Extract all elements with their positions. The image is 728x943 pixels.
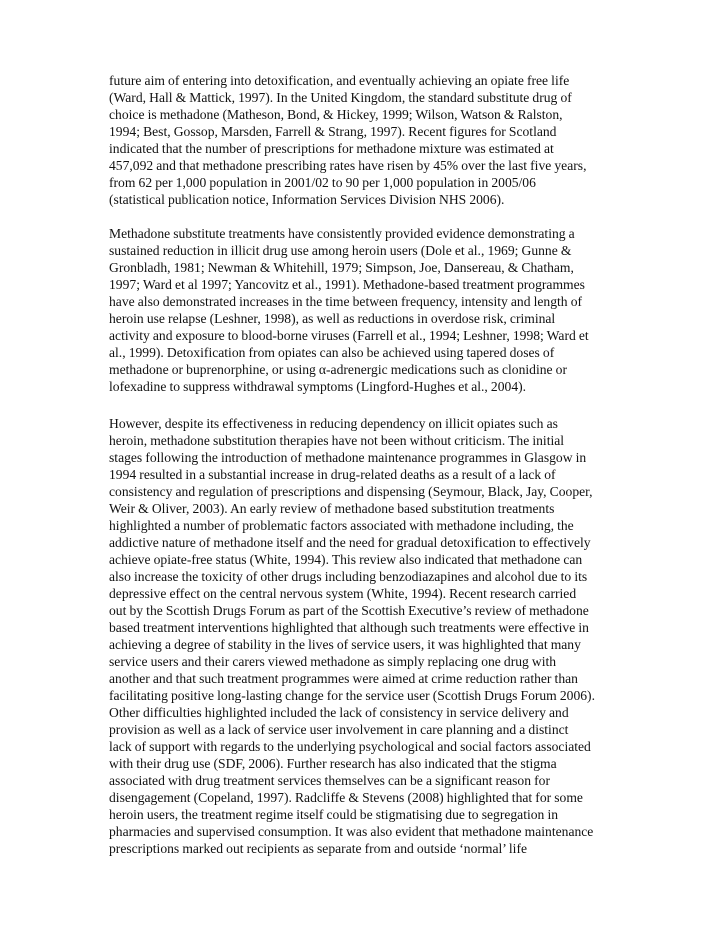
text-line: Gronbladh, 1981; Newman & Whitehill, 1979; Simpson, Joe, Dansereau, & Chatham, — [109, 260, 574, 275]
text-line: (statistical publication notice, Information Services Division NHS 2006). — [109, 192, 505, 207]
text-line: Other difficulties highlighted included the lack of consistency in service delivery and — [109, 705, 569, 720]
text-line: future aim of entering into detoxification, and eventually achieving an opiate free life — [109, 73, 570, 88]
text-line: 1994; Best, Gossop, Marsden, Farrell & Strang, 1997). Recent figures for Scotland — [109, 124, 557, 139]
paragraph-methadone-substitute-drug — [109, 72, 629, 208]
text-line: 457,092 and that methadone prescribing rates have risen by 45% over the last five years, — [109, 158, 587, 173]
text-line: highlighted a number of problematic factors associated with methadone including, the — [109, 518, 574, 533]
text-line: also increase the toxicity of other drugs including benzodiazapines and alcohol due to its — [109, 569, 588, 584]
text-line: disengagement (Copeland, 1997). Radcliffe & Stevens (2008) highlighted that for some — [109, 790, 583, 805]
text-line: 1994 resulted in a substantial increase in drug-related deaths as a result of a lack of — [109, 467, 556, 482]
paragraph-methadone-criticism — [109, 415, 629, 857]
text-line: However, despite its effectiveness in reducing dependency on illicit opiates such as — [109, 416, 558, 431]
text-line: Methadone substitute treatments have consistently provided evidence demonstrating a — [109, 226, 575, 241]
text-line: addictive nature of methadone itself and the need for gradual detoxification to effectively — [109, 535, 591, 550]
text-line: heroin use relapse (Leshner, 1998), as well as reductions in overdose risk, criminal — [109, 311, 556, 326]
text-line: service users and their carers viewed methadone as simply replacing one drug with — [109, 654, 557, 669]
text-line: choice is methadone (Matheson, Bond, & Hickey, 1999; Wilson, Watson & Ralston, — [109, 107, 563, 122]
text-line: activity and exposure to blood-borne viruses (Farrell et al., 1994; Leshner, 1998; Ward et — [109, 328, 589, 343]
text-line: associated with drug treatment services themselves can be a significant reason for — [109, 773, 550, 788]
text-line: 1997; Ward et al 1997; Yancovitz et al., 1991). Methadone-based treatment programmes — [109, 277, 585, 292]
text-line: another and that such treatment programmes were aimed at crime reduction rather than — [109, 671, 578, 686]
text-line: lack of support with regards to the underlying psychological and social factors associated — [109, 739, 591, 754]
paragraph-methadone-treatment-evidence — [109, 225, 629, 395]
text-line: achieve opiate-free status (White, 1994). This review also indicated that methadone can — [109, 552, 583, 567]
text-line: out by the Scottish Drugs Forum as part of the Scottish Executive’s review of methadone — [109, 603, 589, 618]
text-line: indicated that the number of prescriptions for methadone mixture was estimated at — [109, 141, 554, 156]
text-line: (Ward, Hall & Mattick, 1997). In the United Kingdom, the standard substitute drug of — [109, 90, 572, 105]
text-line: facilitating positive long-lasting change for the service user (Scottish Drugs Forum 2006). — [109, 688, 595, 703]
text-line: heroin users, the treatment regime itself could be stigmatising due to segregation in — [109, 807, 559, 822]
text-line: provision as well as a lack of service user involvement in care planning and a distinct — [109, 722, 569, 737]
text-line: prescriptions marked out recipients as separate from and outside ‘normal’ life — [109, 841, 528, 856]
text-line: based treatment interventions highlighted that although such treatments were effective in — [109, 620, 589, 635]
text-line: from 62 per 1,000 population in 2001/02 to 90 per 1,000 population in 2005/06 — [109, 175, 536, 190]
text-line: methadone or buprenorphine, or using α-adrenergic medications such as clonidine or — [109, 362, 567, 377]
text-line: sustained reduction in illicit drug use among heroin users (Dole et al., 1969; Gunne & — [109, 243, 572, 258]
text-line: lofexadine to suppress withdrawal symptoms (Lingford-Hughes et al., 2004). — [109, 379, 527, 394]
text-line: Weir & Oliver, 2003). An early review of methadone based substitution treatments — [109, 501, 555, 516]
text-line: heroin, methadone substitution therapies have not been without criticism. The initial — [109, 433, 565, 448]
text-line: pharmacies and supervised consumption. It was also evident that methadone maintenance — [109, 824, 594, 839]
text-line: al., 1999). Detoxification from opiates can also be achieved using tapered doses of — [109, 345, 555, 360]
text-line: with their drug use (SDF, 2006). Further research has also indicated that the stigma — [109, 756, 557, 771]
text-line: consistency and regulation of prescriptions and dispensing (Seymour, Black, Jay, Cooper, — [109, 484, 593, 499]
text-line: achieving a degree of stability in the lives of service users, it was highlighted that many — [109, 637, 581, 652]
text-line: have also demonstrated increases in the time between frequency, intensity and length of — [109, 294, 583, 309]
text-line: stages following the introduction of methadone maintenance programmes in Glasgow in — [109, 450, 587, 465]
text-line: depressive effect on the central nervous system (White, 1994). Recent research carried — [109, 586, 577, 601]
